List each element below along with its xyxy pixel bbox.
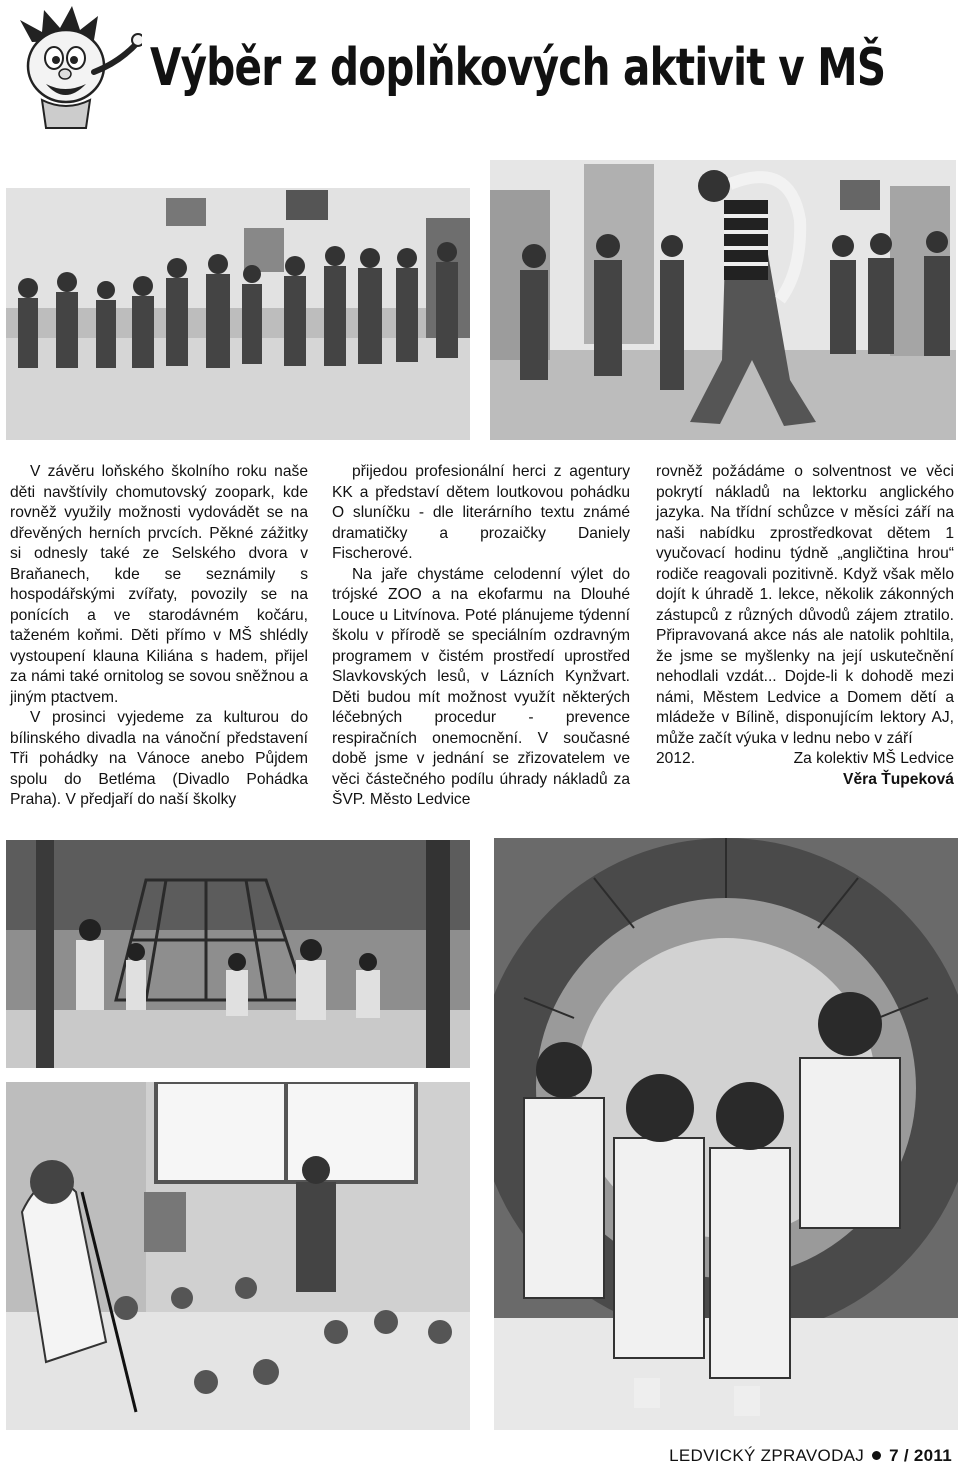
page-title: Výběr z doplňkových aktivit v MŠ <box>150 38 886 98</box>
article-paragraph: V prosinci vyjedeme za kulturou do bílinského divadla na vánoční představení Tři pohádky na Vánoce anebo Půjdem spolu do Betléma (Divadlo Pohádka Praha). V předjaří do naší školky <box>10 709 308 808</box>
article-paragraph: V závěru loňského školního roku naše děti navštívily chomutovský zoopark, kde rovněž využily možnosti vydovádět se na dřevěných herních prvcích. Pěkné zážitky si odnesly také ze Selského dvora v Braňanech, kde se seznámily s hospodářskými zvířaty, povozily se na ponících a ve starodávném kočáru, taženém koňmi. Děti přímo v MŠ shlédly vystoupení klauna Kiliána s hadem, přijel za námi také ornitolog se sovou sněžnou a jiným ptactvem. <box>10 463 308 706</box>
article-column-3 <box>656 462 954 790</box>
mascot-icon <box>2 2 142 130</box>
closing-line <box>656 749 954 770</box>
classroom-photo <box>6 188 470 440</box>
closing-year: 2012. <box>656 750 696 767</box>
clown-photo <box>490 160 956 440</box>
article-column-2 <box>332 462 630 811</box>
publication-name: LEDVICKÝ ZPRAVODAJ <box>669 1446 865 1465</box>
bullet-icon <box>872 1451 881 1460</box>
ornithologist-photo <box>6 1082 470 1430</box>
tunnel-photo <box>494 838 958 1430</box>
author-signature: Věra Ťupeková <box>843 770 954 788</box>
article-column-1 <box>10 462 308 811</box>
article-paragraph: rovněž požádáme o solventnost ve věci pokrytí nákladů na lektorku anglického jazyka. Na třídní schůzce v měsíci září na naši nabídku zprostředkovat dětem 1 vyučovací hodinu týdně „angličtina hrou“ rodiče reagovali pozitivně. Když však mělo dojít k úhradě 1. lekce, několik zákonných zástupců z různých důvodů zájem ztratilo. Připravovaná akce nás ale natolik pohltila, že jsme se myšlenky na její uskutečnění nehodlali vzdát... Dojde-li k dohodě mezi námi, Městem Ledvice a Domem dětí a mládeže v Bílině, disponujícím lektory AJ, může začít výuka v lednu nebo v září <box>656 463 954 747</box>
playground-photo <box>6 840 470 1068</box>
issue-number: 7 / 2011 <box>889 1446 952 1465</box>
page-footer <box>669 1446 952 1466</box>
article-paragraph: přijedou profesionální herci z agentury KK a představí dětem loutkovou pohádku O sluníčku - dle literárního textu známé dramatičky a prozaičky Daniely Fischerové. <box>332 463 630 562</box>
closing-team: Za kolektiv MŠ Ledvice <box>793 750 954 767</box>
article-paragraph: Na jaře chystáme celodenní výlet do trójské ZOO a na ekofarmu na Dlouhé Louce u Litvínova. Poté plánujeme týdenní školu v přírodě se speciálním ozdravným programem v čistém prostředí uprostřed Slavkovských lesů, v Lázních Kynžvart. Děti budou mít možnost využít některých léčebných procedur - prevence respiračních onemocnění. V současné době jsme v jednání se zřizovatelem ve věci částečného podílu úhrady nákladů za ŠVP. Město Ledvice <box>332 565 630 808</box>
